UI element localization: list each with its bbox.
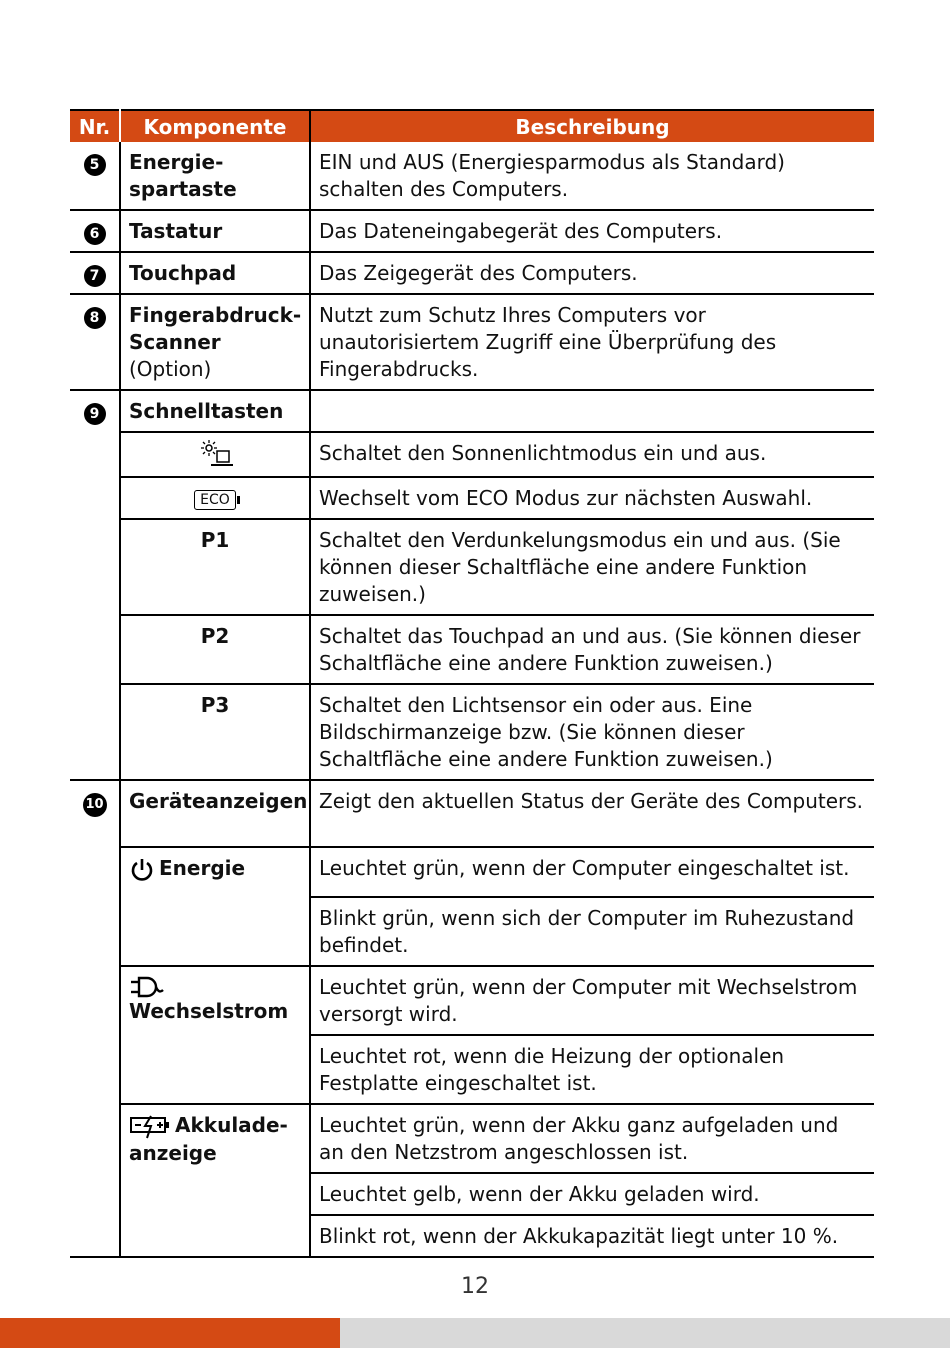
quickkey-label: P3 — [120, 684, 310, 780]
description: Schaltet den Verdunkelungsmodus ein und aus. (Sie können dieser Schaltfläche eine andere Funktion zuweisen.) — [310, 519, 874, 615]
component-name: Fingerabdruck- — [129, 303, 302, 327]
indicator-label: anzeige — [129, 1140, 217, 1165]
component-name: Scanner — [129, 330, 221, 354]
number-badge: 6 — [84, 223, 106, 245]
description: Blinkt grün, wenn sich der Computer im Ruhezustand befindet. — [310, 897, 874, 966]
description: EIN und AUS (Energiesparmodus als Standard) schalten des Computers. — [310, 142, 874, 210]
footer-accent-bar — [0, 1318, 340, 1348]
indicator-row — [70, 1104, 874, 1173]
power-icon — [129, 857, 155, 883]
description — [310, 390, 874, 432]
ac-plug-icon — [129, 976, 165, 998]
table-row — [70, 252, 874, 294]
quickkey-label: P1 — [120, 519, 310, 615]
table-row — [70, 294, 874, 390]
description: Blinkt rot, wenn der Akkukapazität liegt unter 10 %. — [310, 1215, 874, 1257]
quickkey-row — [70, 684, 874, 780]
description: Das Zeigegerät des Computers. — [310, 252, 874, 294]
number-badge: 5 — [84, 154, 106, 176]
component-name: Energie- — [129, 150, 224, 174]
indicator-row — [70, 966, 874, 1035]
number-badge: 9 — [84, 403, 106, 425]
number-badge: 8 — [84, 307, 106, 329]
indicator-row — [70, 847, 874, 897]
component-name: Geräteanzeigen — [120, 780, 310, 847]
component-option: (Option) — [129, 357, 212, 381]
eco-icon: ECO — [194, 490, 236, 510]
component-name: Tastatur — [120, 210, 310, 252]
battery-charge-icon — [129, 1114, 171, 1140]
description: Schaltet das Touchpad an und aus. (Sie können dieser Schaltfläche eine andere Funktion zuweisen.) — [310, 615, 874, 684]
number-badge: 10 — [83, 793, 107, 817]
quickkey-label: P2 — [120, 615, 310, 684]
page-number: 12 — [461, 1274, 489, 1299]
description: Nutzt zum Schutz Ihres Computers vor unautorisiertem Zugriff eine Überprüfung des Fingerabdrucks. — [310, 294, 874, 390]
quickkey-row — [70, 477, 874, 519]
description: Leuchtet grün, wenn der Akku ganz aufgeladen und an den Netzstrom angeschlossen ist. — [310, 1104, 874, 1173]
header-beschreibung: Beschreibung — [310, 110, 874, 142]
quickkey-row — [70, 615, 874, 684]
component-name: Schnelltasten — [120, 390, 310, 432]
description: Leuchtet gelb, wenn der Akku geladen wird. — [310, 1173, 874, 1215]
description: Leuchtet grün, wenn der Computer mit Wechselstrom versorgt wird. — [310, 966, 874, 1035]
description: Leuchtet rot, wenn die Heizung der optionalen Festplatte eingeschaltet ist. — [310, 1035, 874, 1104]
description: Schaltet den Lichtsensor ein oder aus. Eine Bildschirmanzeige bzw. (Sie können dieser Schaltfläche eine andere Funktion zuweisen.) — [310, 684, 874, 780]
component-name: spartaste — [129, 177, 237, 201]
description: Schaltet den Sonnenlichtmodus ein und aus. — [310, 432, 874, 477]
description: Leuchtet grün, wenn der Computer eingeschaltet ist. — [310, 847, 874, 897]
table-row — [70, 390, 874, 432]
description: Zeigt den aktuellen Status der Geräte des Computers. — [310, 780, 874, 847]
component-name: Touchpad — [120, 252, 310, 294]
number-badge: 7 — [84, 265, 106, 287]
description: Das Dateneingabegerät des Computers. — [310, 210, 874, 252]
indicator-label: Wechselstrom — [129, 999, 289, 1023]
table-row — [70, 780, 874, 847]
sunlight-laptop-icon — [195, 440, 235, 470]
quickkey-row — [70, 432, 874, 477]
table-header-row — [70, 110, 874, 142]
header-nr: Nr. — [70, 110, 120, 142]
indicator-label: Akkulade- — [175, 1113, 288, 1137]
table-row — [70, 210, 874, 252]
indicator-label: Energie — [159, 856, 246, 880]
components-table — [70, 109, 874, 1258]
description: Wechselt vom ECO Modus zur nächsten Auswahl. — [310, 477, 874, 519]
header-komponente: Komponente — [120, 110, 310, 142]
footer-gray-bar — [340, 1318, 950, 1348]
quickkey-row — [70, 519, 874, 615]
table-row — [70, 142, 874, 210]
